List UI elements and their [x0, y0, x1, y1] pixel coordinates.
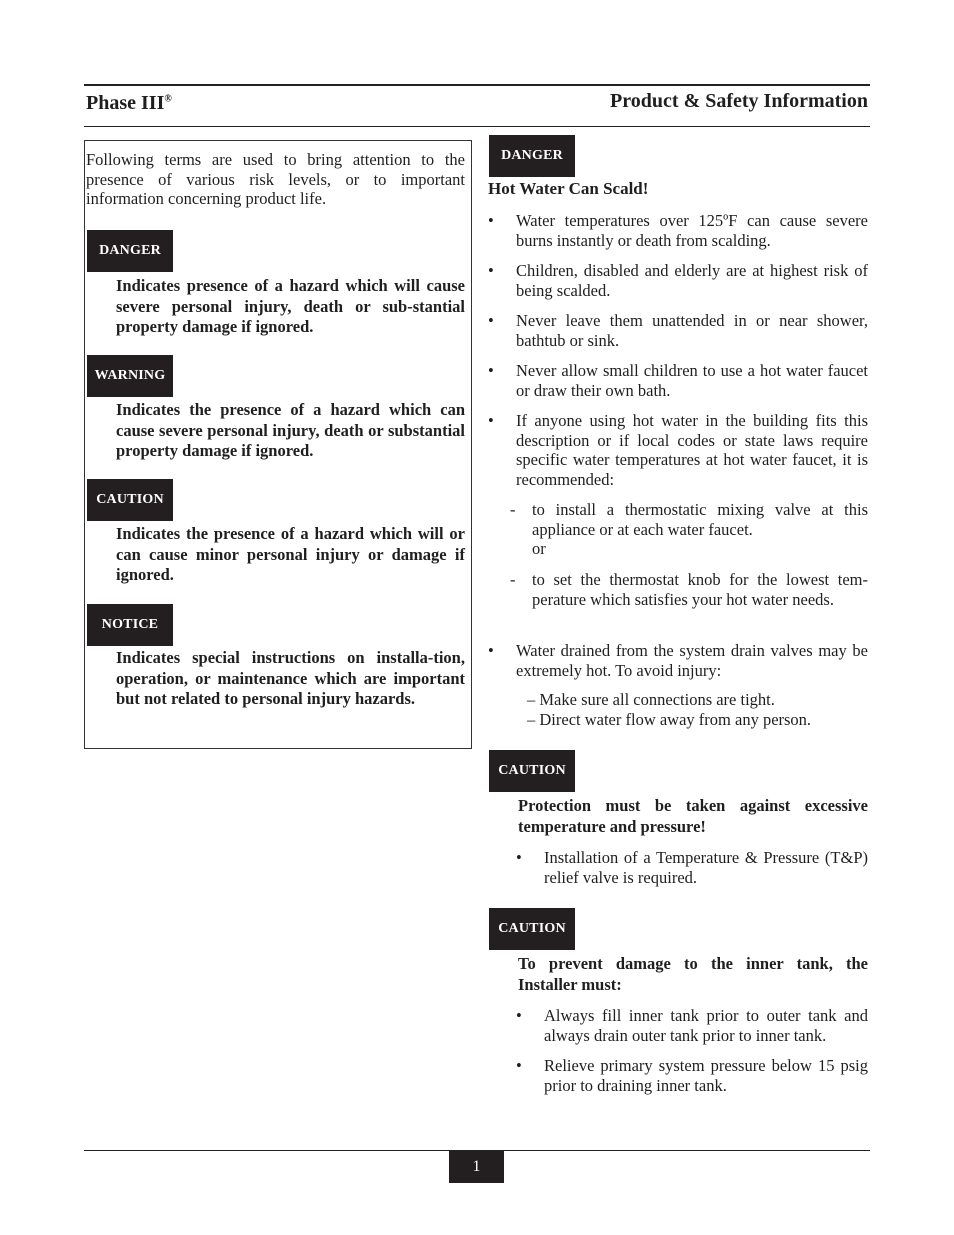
hot-water-danger-label: DANGER: [489, 135, 575, 177]
sub-item: [510, 500, 868, 559]
list-item-text: Installation of a Temperature & Pressure (T&P) relief valve is required.: [544, 848, 868, 887]
list-item: [488, 211, 868, 250]
list-item: [516, 1006, 868, 1045]
bullet-glyph: •: [488, 211, 494, 230]
caution-label: CAUTION: [87, 479, 173, 521]
hot-water-title: Hot Water Can Scald!: [488, 179, 649, 198]
header-rule: [84, 126, 870, 127]
notice-label: NOTICE: [87, 604, 173, 646]
list-item-text: Water drained from the system drain valves may be extremely hot. To avoid injury:: [516, 641, 868, 680]
list-item: [488, 361, 868, 400]
dash-glyph: -: [510, 570, 516, 589]
bullet-glyph: •: [488, 311, 494, 330]
pressure-caution-title: Protection must be taken against excessive temperature and pressure!: [518, 796, 868, 836]
sub-item-text: to install a thermostatic mixing valve at this appliance or at each water faucet.: [532, 500, 868, 539]
bullet-glyph: •: [488, 261, 494, 280]
bullet-glyph: •: [488, 411, 494, 430]
list-item-text: If anyone using hot water in the building fits this description or if local codes or state laws require specific water temperatures at hot water faucet, it is recommended:: [516, 411, 868, 489]
product-name: [86, 92, 172, 115]
inner-tank-bullet-list: [516, 1006, 868, 1095]
page-heading: Product & Safety Information: [610, 90, 868, 112]
list-item: [516, 848, 868, 887]
danger-description: Indicates presence of a hazard which will cause severe personal injury, death or sub-stantial property damage if ignored.: [116, 276, 465, 336]
notice-description: Indicates special instructions on installa-tion, operation, or maintenance which are important but not related to personal injury hazards.: [116, 648, 465, 708]
list-item-text: Children, disabled and elderly are at highest risk of being scalded.: [516, 261, 868, 300]
dash-item: – Direct water flow away from any person.: [527, 710, 812, 729]
page-number: 1: [449, 1151, 504, 1183]
sub-item-text: to set the thermostat knob for the lowest tem-perature which satisfies your hot water needs.: [532, 570, 868, 609]
list-item: [488, 641, 868, 680]
drain-bullet-list: [488, 641, 868, 680]
bullet-glyph: •: [516, 848, 522, 867]
bullet-glyph: •: [488, 361, 494, 380]
dash-item: – Make sure all connections are tight.: [527, 690, 775, 709]
list-item: [488, 261, 868, 300]
product-title: Phase III: [86, 92, 165, 114]
sub-item: [510, 570, 868, 609]
list-item-text: Always fill inner tank prior to outer tank and always drain outer tank prior to inner tank.: [544, 1006, 868, 1045]
legend-intro: Following terms are used to bring attention to the presence of various risk levels, or to important information concerning product life.: [86, 150, 465, 208]
list-item: [488, 411, 868, 489]
list-item-text: Water temperatures over 125ºF can cause severe burns instantly or death from scalding.: [516, 211, 868, 250]
bullet-glyph: •: [516, 1006, 522, 1025]
list-item: [488, 311, 868, 350]
inner-tank-caution-title: To prevent damage to the inner tank, the Installer must:: [518, 954, 868, 994]
danger-label: DANGER: [87, 230, 173, 272]
top-rule: [84, 84, 870, 86]
warning-label: WARNING: [87, 355, 173, 397]
list-item-text: Never allow small children to use a hot water faucet or draw their own bath.: [516, 361, 868, 400]
registered-mark: ®: [164, 93, 172, 105]
or-text: or: [532, 539, 546, 558]
dash-glyph: -: [510, 500, 516, 519]
bullet-glyph: •: [488, 641, 494, 660]
inner-tank-caution-label: CAUTION: [489, 908, 575, 950]
caution-description: Indicates the presence of a hazard which will or can cause minor personal injury or damage if ignored.: [116, 524, 465, 584]
list-item-text: Never leave them unattended in or near shower, bathtub or sink.: [516, 311, 868, 350]
list-item: [516, 1056, 868, 1095]
bullet-glyph: •: [516, 1056, 522, 1075]
pressure-bullet-list: [516, 848, 868, 887]
warning-description: Indicates the presence of a hazard which can cause severe personal injury, death or substantial property damage if ignored.: [116, 400, 465, 460]
pressure-caution-label: CAUTION: [489, 750, 575, 792]
scald-bullet-list: [488, 211, 868, 489]
list-item-text: Relieve primary system pressure below 15 psig prior to draining inner tank.: [544, 1056, 868, 1095]
